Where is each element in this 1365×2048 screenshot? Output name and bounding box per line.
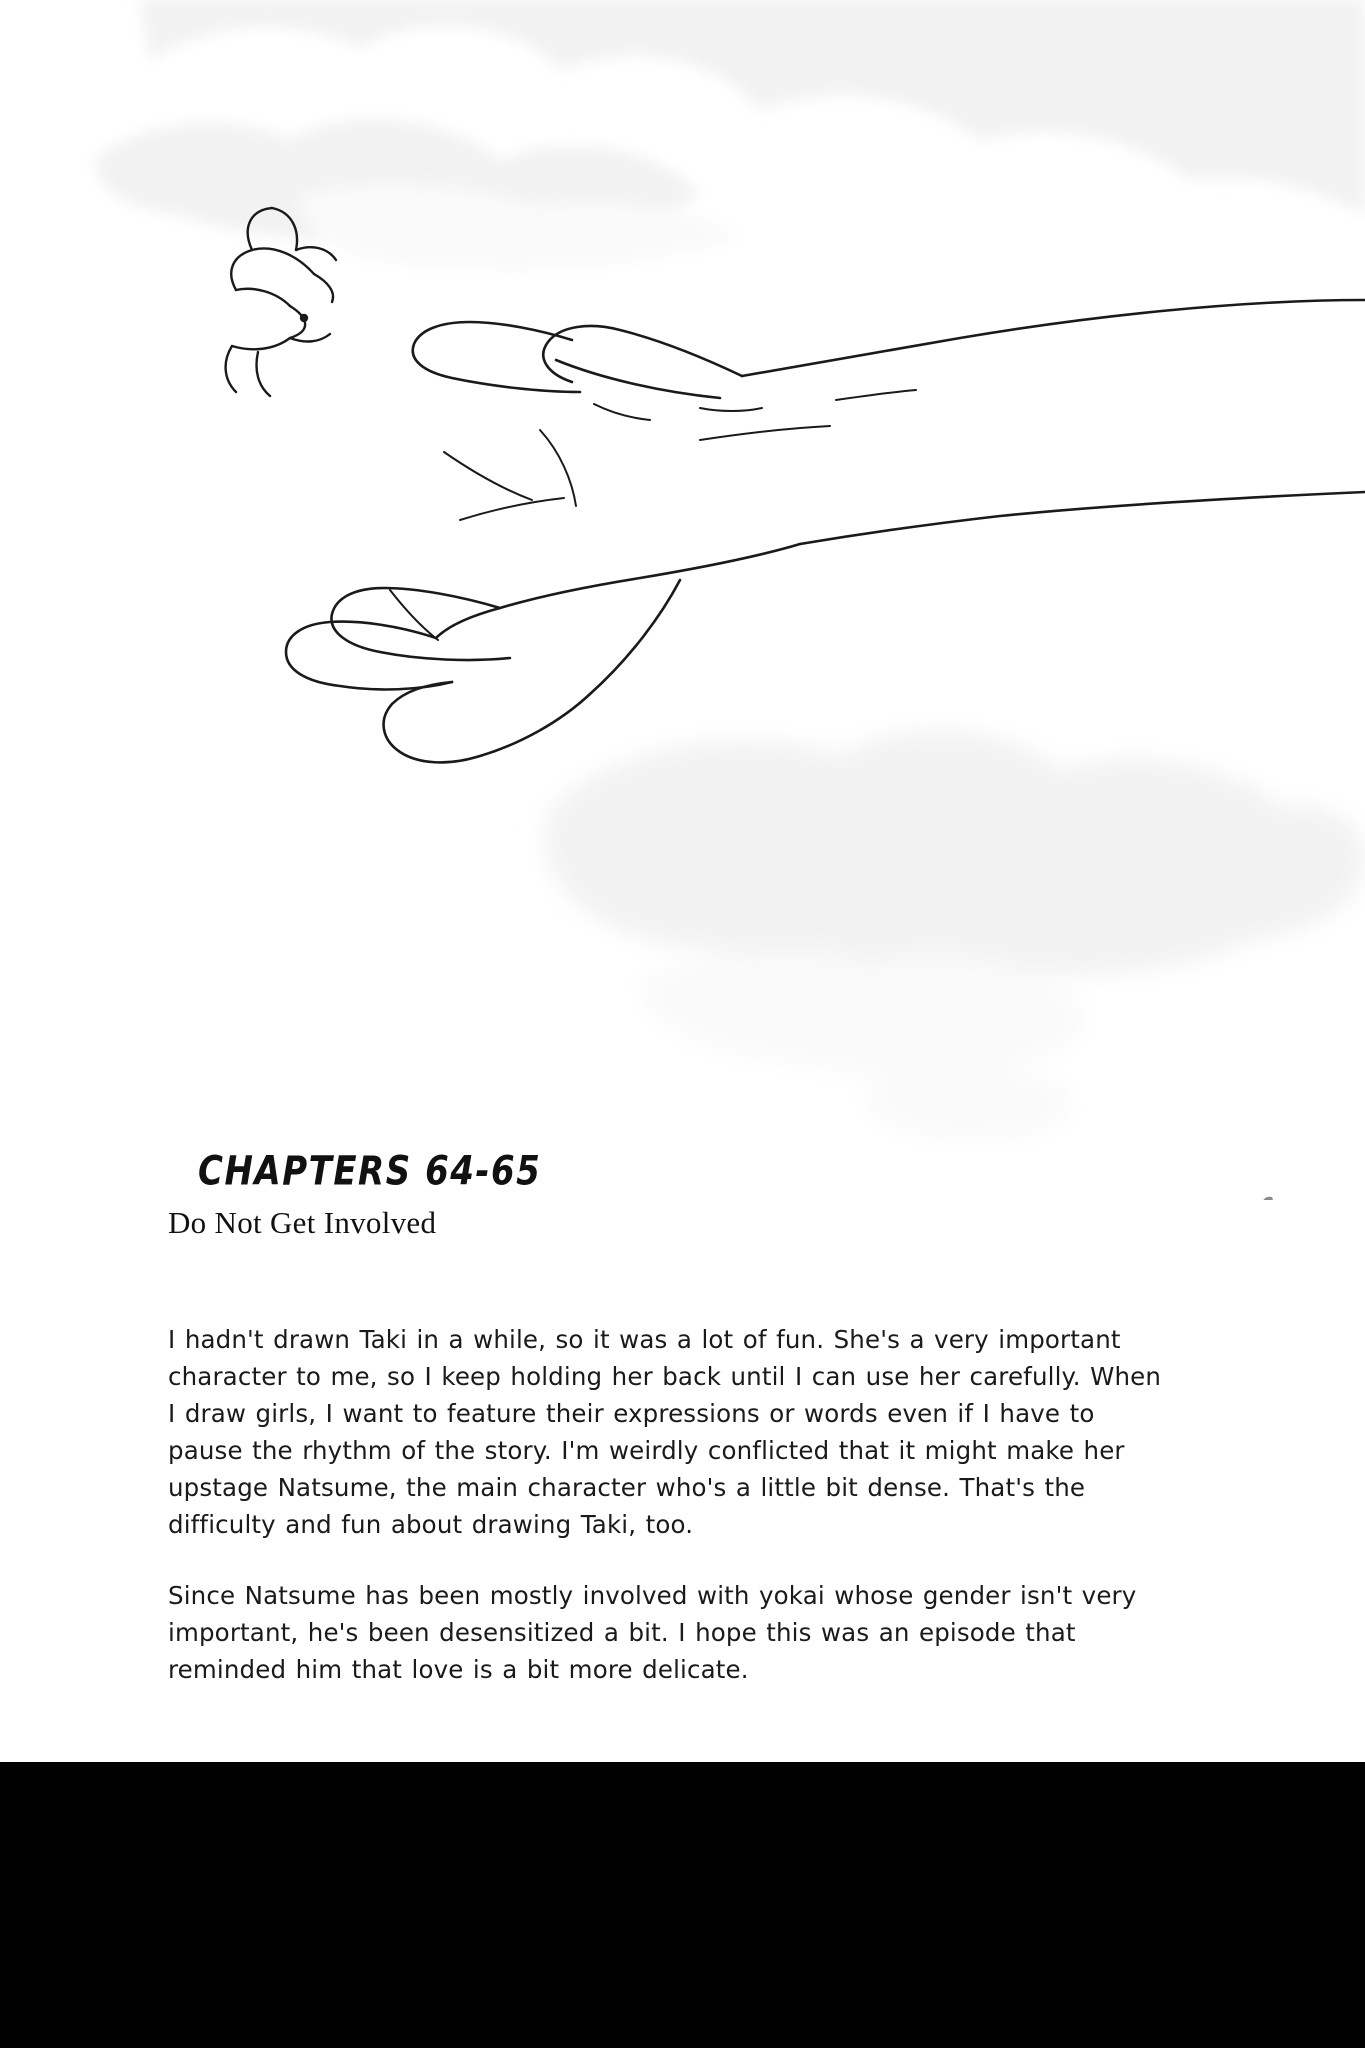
chapter-heading: CHAPTERS 64-65 (198, 1147, 542, 1195)
hand-icon (286, 300, 1365, 762)
bird-icon (226, 208, 336, 396)
essay-body (168, 1321, 1168, 1688)
chapter-subtitle: Do Not Get Involved (168, 1205, 437, 1240)
ink-speck (1262, 1195, 1273, 1200)
bottom-black-band (0, 1762, 1365, 2048)
essay-paragraph: Since Natsume has been mostly involved with yokai whose gender isn't very important, he's been desensitized a bit. I hope this was an episode that reminded him that love is a bit more delicate. (168, 1581, 1137, 1684)
essay-paragraph: I hadn't drawn Taki in a while, so it was a lot of fun. She's a very important character to me, so I keep holding her back until I can use her carefully. When I draw girls, I want to feature their expressions or words even if I have to pause the rhythm of the story. I'm weirdly conflicted that it might make her upstage Natsume, the main character who's a little bit dense. That's the difficulty and fun about drawing Taki, too. (168, 1325, 1162, 1539)
cloud-shape (95, 0, 1365, 270)
cloud-shape-lower (544, 731, 1365, 1140)
afterword-text-block (168, 1147, 1198, 1688)
